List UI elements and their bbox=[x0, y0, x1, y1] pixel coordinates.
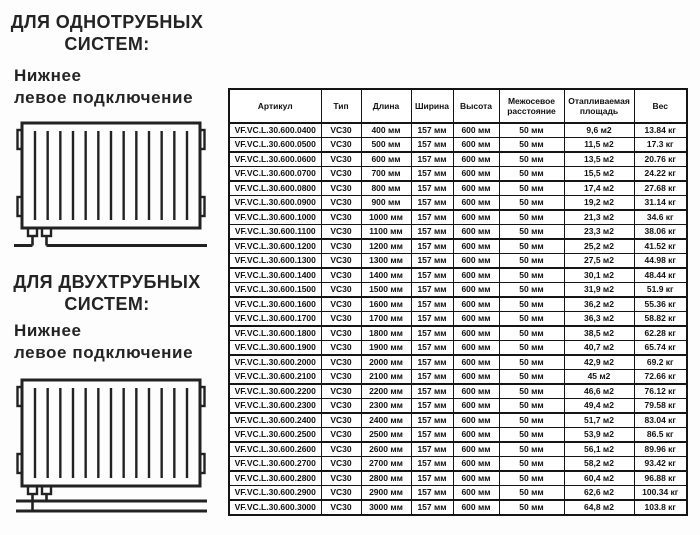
table-cell: 48.44 кг bbox=[634, 268, 687, 283]
table-cell: 38,5 м2 bbox=[564, 326, 634, 341]
table-cell: VF.VC.L.30.600.2100 bbox=[229, 370, 321, 385]
table-cell: 96.88 кг bbox=[634, 471, 687, 486]
table-cell: 31.14 кг bbox=[634, 196, 687, 211]
table-cell: 50 мм bbox=[499, 355, 564, 370]
table-cell: 50 мм bbox=[499, 384, 564, 399]
connection-line: левое подключение bbox=[14, 343, 194, 362]
table-cell: 600 мм bbox=[453, 181, 499, 196]
table-cell: 27,5 м2 bbox=[564, 254, 634, 269]
table-row bbox=[229, 428, 687, 443]
table-cell: 50 мм bbox=[499, 225, 564, 240]
table-cell: 157 мм bbox=[411, 297, 453, 312]
table-cell: 157 мм bbox=[411, 428, 453, 443]
column-header: Вес bbox=[634, 89, 687, 123]
table-cell: 3000 мм bbox=[361, 500, 411, 515]
table-cell: 600 мм bbox=[453, 326, 499, 341]
table-cell: VC30 bbox=[321, 312, 361, 327]
table-cell: 2800 мм bbox=[361, 471, 411, 486]
column-header: Отапливаемая площадь bbox=[564, 89, 634, 123]
table-cell: VC30 bbox=[321, 399, 361, 414]
table-cell: 79.58 кг bbox=[634, 399, 687, 414]
table-cell: 36,2 м2 bbox=[564, 297, 634, 312]
table-cell: 25,2 м2 bbox=[564, 239, 634, 254]
table-cell: 62.28 кг bbox=[634, 326, 687, 341]
heading-line: ДЛЯ ОДНОТРУБНЫХ bbox=[10, 12, 204, 32]
table-row bbox=[229, 312, 687, 327]
table-cell: 1100 мм bbox=[361, 225, 411, 240]
radiator-right-top-tab bbox=[200, 387, 205, 406]
connection-line: Нижнее bbox=[14, 66, 82, 85]
table-cell: 1800 мм bbox=[361, 326, 411, 341]
table-cell: VC30 bbox=[321, 384, 361, 399]
radiator-left-top-tab bbox=[18, 130, 23, 149]
table-row bbox=[229, 210, 687, 225]
table-cell: VC30 bbox=[321, 181, 361, 196]
table-row bbox=[229, 442, 687, 457]
table-row bbox=[229, 167, 687, 182]
table-cell: 600 мм bbox=[453, 341, 499, 356]
table-cell: 13.84 кг bbox=[634, 123, 687, 138]
table-cell: VC30 bbox=[321, 486, 361, 501]
table-row bbox=[229, 486, 687, 501]
table-cell: 83.04 кг bbox=[634, 413, 687, 428]
table-cell: 50 мм bbox=[499, 500, 564, 515]
table-cell: VF.VC.L.30.600.2200 bbox=[229, 384, 321, 399]
table-cell: 600 мм bbox=[453, 486, 499, 501]
table-cell: 76.12 кг bbox=[634, 384, 687, 399]
table-cell: VF.VC.L.30.600.1000 bbox=[229, 210, 321, 225]
table-row bbox=[229, 399, 687, 414]
table-cell: 50 мм bbox=[499, 152, 564, 167]
table-cell: 600 мм bbox=[453, 355, 499, 370]
radiator-right-bottom-tab bbox=[200, 454, 205, 473]
table-cell: VC30 bbox=[321, 152, 361, 167]
table-cell: 40,7 м2 bbox=[564, 341, 634, 356]
table-cell: 53,9 м2 bbox=[564, 428, 634, 443]
column-header: Артикул bbox=[229, 89, 321, 123]
table-cell: VF.VC.L.30.600.2700 bbox=[229, 457, 321, 472]
table-cell: 50 мм bbox=[499, 254, 564, 269]
table-cell: 17.3 кг bbox=[634, 138, 687, 153]
table-cell: 2600 мм bbox=[361, 442, 411, 457]
table-cell: 55.36 кг bbox=[634, 297, 687, 312]
table-cell: 2500 мм bbox=[361, 428, 411, 443]
heading-line: ДЛЯ ДВУХТРУБНЫХ bbox=[13, 272, 201, 292]
table-cell: VC30 bbox=[321, 196, 361, 211]
table-cell: 30,1 м2 bbox=[564, 268, 634, 283]
table-cell: VF.VC.L.30.600.1400 bbox=[229, 268, 321, 283]
table-row bbox=[229, 225, 687, 240]
table-cell: 600 мм bbox=[453, 413, 499, 428]
table-cell: 50 мм bbox=[499, 486, 564, 501]
table-cell: 600 мм bbox=[453, 471, 499, 486]
table-cell: 157 мм bbox=[411, 196, 453, 211]
table-cell: 20.76 кг bbox=[634, 152, 687, 167]
table-cell: VF.VC.L.30.600.0500 bbox=[229, 138, 321, 153]
table-cell: 600 мм bbox=[453, 268, 499, 283]
table-row bbox=[229, 370, 687, 385]
table-cell: 50 мм bbox=[499, 326, 564, 341]
table-cell: 51,7 м2 bbox=[564, 413, 634, 428]
table-cell: VC30 bbox=[321, 254, 361, 269]
return-stub bbox=[42, 228, 51, 236]
table-cell: VC30 bbox=[321, 428, 361, 443]
table-cell: VC30 bbox=[321, 210, 361, 225]
heading-line: СИСТЕМ: bbox=[64, 294, 150, 314]
table-cell: VF.VC.L.30.600.2000 bbox=[229, 355, 321, 370]
table-cell: 27.68 кг bbox=[634, 181, 687, 196]
table-cell: VF.VC.L.30.600.3000 bbox=[229, 500, 321, 515]
table-cell: 58.82 кг bbox=[634, 312, 687, 327]
radiator-fins bbox=[35, 131, 187, 220]
table-cell: 157 мм bbox=[411, 138, 453, 153]
table-cell: 50 мм bbox=[499, 210, 564, 225]
table-cell: VF.VC.L.30.600.1500 bbox=[229, 283, 321, 298]
table-cell: 45 м2 bbox=[564, 370, 634, 385]
table-row bbox=[229, 283, 687, 298]
table-cell: 50 мм bbox=[499, 370, 564, 385]
table-cell: 1900 мм bbox=[361, 341, 411, 356]
table-cell: 400 мм bbox=[361, 123, 411, 138]
table-row bbox=[229, 457, 687, 472]
table-cell: 500 мм bbox=[361, 138, 411, 153]
table-row bbox=[229, 239, 687, 254]
table-cell: VF.VC.L.30.600.2300 bbox=[229, 399, 321, 414]
table-cell: 34.6 кг bbox=[634, 210, 687, 225]
table-cell: 103.8 кг bbox=[634, 500, 687, 515]
table-cell: VC30 bbox=[321, 167, 361, 182]
supply-stub bbox=[28, 228, 37, 236]
table-cell: 600 мм bbox=[453, 239, 499, 254]
table-cell: 36,3 м2 bbox=[564, 312, 634, 327]
table-cell: 2100 мм bbox=[361, 370, 411, 385]
table-cell: 157 мм bbox=[411, 181, 453, 196]
table-cell: 1500 мм bbox=[361, 283, 411, 298]
table-cell: 50 мм bbox=[499, 268, 564, 283]
table-cell: 157 мм bbox=[411, 471, 453, 486]
table-cell: 1600 мм bbox=[361, 297, 411, 312]
table-cell: 60,4 м2 bbox=[564, 471, 634, 486]
table-cell: 700 мм bbox=[361, 167, 411, 182]
table-row bbox=[229, 123, 687, 138]
table-row bbox=[229, 355, 687, 370]
table-cell: VC30 bbox=[321, 457, 361, 472]
table-cell: VF.VC.L.30.600.1100 bbox=[229, 225, 321, 240]
table-row bbox=[229, 297, 687, 312]
table-row bbox=[229, 471, 687, 486]
table-cell: 58,2 м2 bbox=[564, 457, 634, 472]
table-cell: 600 мм bbox=[453, 312, 499, 327]
table-cell: 600 мм bbox=[453, 123, 499, 138]
table-row bbox=[229, 181, 687, 196]
column-header: Высота bbox=[453, 89, 499, 123]
table-cell: 2000 мм bbox=[361, 355, 411, 370]
table-cell: 38.06 кг bbox=[634, 225, 687, 240]
table-row bbox=[229, 341, 687, 356]
table-cell: 13,5 м2 bbox=[564, 152, 634, 167]
table-cell: 157 мм bbox=[411, 326, 453, 341]
table-cell: 72.66 кг bbox=[634, 370, 687, 385]
radiator-diagram-single-pipe-icon bbox=[8, 118, 210, 254]
table-cell: 17,4 м2 bbox=[564, 181, 634, 196]
table-cell: 65.74 кг bbox=[634, 341, 687, 356]
table-row bbox=[229, 500, 687, 515]
table-cell: 2200 мм bbox=[361, 384, 411, 399]
table-cell: 69.2 кг bbox=[634, 355, 687, 370]
table-cell: 2400 мм bbox=[361, 413, 411, 428]
column-header: Тип bbox=[321, 89, 361, 123]
table-cell: 50 мм bbox=[499, 471, 564, 486]
connection-label-two-pipe bbox=[14, 320, 193, 364]
table-cell: 23,3 м2 bbox=[564, 225, 634, 240]
table-cell: VC30 bbox=[321, 413, 361, 428]
table-cell: VF.VC.L.30.600.2400 bbox=[229, 413, 321, 428]
table-cell: 24.22 кг bbox=[634, 167, 687, 182]
table-cell: 62,6 м2 bbox=[564, 486, 634, 501]
radiator-diagram-two-pipe-icon bbox=[8, 374, 210, 518]
table-row bbox=[229, 326, 687, 341]
table-cell: 600 мм bbox=[361, 152, 411, 167]
table-cell: 600 мм bbox=[453, 442, 499, 457]
table-cell: 600 мм bbox=[453, 399, 499, 414]
table-cell: 157 мм bbox=[411, 486, 453, 501]
table-cell: 600 мм bbox=[453, 457, 499, 472]
table-cell: VF.VC.L.30.600.2600 bbox=[229, 442, 321, 457]
table-cell: 50 мм bbox=[499, 239, 564, 254]
table-cell: VC30 bbox=[321, 341, 361, 356]
table-cell: 51.9 кг bbox=[634, 283, 687, 298]
table-cell: 157 мм bbox=[411, 283, 453, 298]
table-cell: VF.VC.L.30.600.1600 bbox=[229, 297, 321, 312]
table-cell: VC30 bbox=[321, 370, 361, 385]
table-cell: 157 мм bbox=[411, 355, 453, 370]
table-row bbox=[229, 196, 687, 211]
table-cell: 600 мм bbox=[453, 225, 499, 240]
table-cell: 86.5 кг bbox=[634, 428, 687, 443]
table-cell: 157 мм bbox=[411, 239, 453, 254]
table-cell: VC30 bbox=[321, 225, 361, 240]
table-cell: 1200 мм bbox=[361, 239, 411, 254]
table-cell: 600 мм bbox=[453, 138, 499, 153]
table-cell: 2700 мм bbox=[361, 457, 411, 472]
connection-line: Нижнее bbox=[14, 321, 82, 340]
table-cell: 44.98 кг bbox=[634, 254, 687, 269]
table-cell: 50 мм bbox=[499, 196, 564, 211]
table-row bbox=[229, 254, 687, 269]
table-cell: VF.VC.L.30.600.2900 bbox=[229, 486, 321, 501]
table-cell: VF.VC.L.30.600.1900 bbox=[229, 341, 321, 356]
table-cell: 600 мм bbox=[453, 254, 499, 269]
table-cell: 41.52 кг bbox=[634, 239, 687, 254]
table-cell: 157 мм bbox=[411, 312, 453, 327]
table-cell: 157 мм bbox=[411, 341, 453, 356]
table-cell: 31,9 м2 bbox=[564, 283, 634, 298]
table-cell: 50 мм bbox=[499, 399, 564, 414]
table-cell: 9,6 м2 bbox=[564, 123, 634, 138]
table-row bbox=[229, 384, 687, 399]
table-cell: 157 мм bbox=[411, 152, 453, 167]
radiator-left-bottom-tab bbox=[18, 197, 23, 216]
table-cell: 157 мм bbox=[411, 384, 453, 399]
column-header: Длина bbox=[361, 89, 411, 123]
table-body bbox=[229, 123, 687, 515]
table-cell: 157 мм bbox=[411, 500, 453, 515]
table-cell: VF.VC.L.30.600.0600 bbox=[229, 152, 321, 167]
table-cell: 157 мм bbox=[411, 413, 453, 428]
table-cell: VC30 bbox=[321, 355, 361, 370]
table-cell: 50 мм bbox=[499, 297, 564, 312]
table-cell: 100.34 кг bbox=[634, 486, 687, 501]
table-row bbox=[229, 138, 687, 153]
table-cell: VC30 bbox=[321, 283, 361, 298]
connection-line: левое подключение bbox=[14, 88, 194, 107]
table-cell: 42,9 м2 bbox=[564, 355, 634, 370]
table-cell: VF.VC.L.30.600.0900 bbox=[229, 196, 321, 211]
table-cell: 50 мм bbox=[499, 341, 564, 356]
table-cell: 600 мм bbox=[453, 196, 499, 211]
radiator-left-top-tab bbox=[18, 387, 23, 406]
table-cell: 157 мм bbox=[411, 399, 453, 414]
table-cell: 50 мм bbox=[499, 428, 564, 443]
table-cell: 50 мм bbox=[499, 123, 564, 138]
table-cell: 800 мм bbox=[361, 181, 411, 196]
table-cell: 157 мм bbox=[411, 254, 453, 269]
table-cell: 600 мм bbox=[453, 428, 499, 443]
table-cell: 1000 мм bbox=[361, 210, 411, 225]
table-cell: 2300 мм bbox=[361, 399, 411, 414]
table-cell: 56,1 м2 bbox=[564, 442, 634, 457]
table-cell: 50 мм bbox=[499, 442, 564, 457]
table-cell: 64,8 м2 bbox=[564, 500, 634, 515]
table-cell: VC30 bbox=[321, 138, 361, 153]
table-cell: 46,6 м2 bbox=[564, 384, 634, 399]
table-cell: 600 мм bbox=[453, 500, 499, 515]
table-cell: VC30 bbox=[321, 297, 361, 312]
table-cell: VF.VC.L.30.600.1200 bbox=[229, 239, 321, 254]
table-cell: 157 мм bbox=[411, 123, 453, 138]
table-cell: 21,3 м2 bbox=[564, 210, 634, 225]
table-cell: VF.VC.L.30.600.1800 bbox=[229, 326, 321, 341]
table-cell: VC30 bbox=[321, 123, 361, 138]
table-cell: VF.VC.L.30.600.0800 bbox=[229, 181, 321, 196]
table-cell: VC30 bbox=[321, 442, 361, 457]
table-cell: 50 мм bbox=[499, 312, 564, 327]
radiator-left-bottom-tab bbox=[18, 454, 23, 473]
table-cell: 157 мм bbox=[411, 225, 453, 240]
radiator-fins bbox=[35, 388, 187, 478]
table-cell: 157 мм bbox=[411, 167, 453, 182]
table-cell: VF.VC.L.30.600.1700 bbox=[229, 312, 321, 327]
table-cell: 50 мм bbox=[499, 457, 564, 472]
heading-two-pipe-systems bbox=[0, 271, 214, 315]
table-cell: VF.VC.L.30.600.2500 bbox=[229, 428, 321, 443]
heading-single-pipe-systems bbox=[0, 11, 214, 55]
table-cell: 157 мм bbox=[411, 268, 453, 283]
table-cell: 600 мм bbox=[453, 283, 499, 298]
table-cell: 157 мм bbox=[411, 370, 453, 385]
table-cell: 50 мм bbox=[499, 413, 564, 428]
table-cell: VC30 bbox=[321, 471, 361, 486]
table-cell: 50 мм bbox=[499, 167, 564, 182]
table-cell: 11,5 м2 bbox=[564, 138, 634, 153]
table-cell: VF.VC.L.30.600.2800 bbox=[229, 471, 321, 486]
spec-table bbox=[228, 88, 688, 516]
table-cell: VC30 bbox=[321, 500, 361, 515]
table-cell: 600 мм bbox=[453, 210, 499, 225]
table-cell: 93.42 кг bbox=[634, 457, 687, 472]
table-cell: 19,2 м2 bbox=[564, 196, 634, 211]
table-cell: 15,5 м2 bbox=[564, 167, 634, 182]
column-header: Межосевое расстояние bbox=[499, 89, 564, 123]
table-cell: 600 мм bbox=[453, 167, 499, 182]
table-cell: VC30 bbox=[321, 239, 361, 254]
table-cell: 600 мм bbox=[453, 370, 499, 385]
table-cell: 157 мм bbox=[411, 210, 453, 225]
table-cell: VC30 bbox=[321, 326, 361, 341]
table-row bbox=[229, 152, 687, 167]
table-cell: 900 мм bbox=[361, 196, 411, 211]
table-cell: 157 мм bbox=[411, 457, 453, 472]
table-row bbox=[229, 413, 687, 428]
table-cell: 157 мм bbox=[411, 442, 453, 457]
table-cell: 49,4 м2 bbox=[564, 399, 634, 414]
table-cell: 50 мм bbox=[499, 283, 564, 298]
radiator-right-top-tab bbox=[200, 130, 205, 149]
table-cell: 600 мм bbox=[453, 384, 499, 399]
table-cell: 50 мм bbox=[499, 181, 564, 196]
table-cell: 1400 мм bbox=[361, 268, 411, 283]
table-cell: 1300 мм bbox=[361, 254, 411, 269]
table-row bbox=[229, 268, 687, 283]
table-cell: VF.VC.L.30.600.0400 bbox=[229, 123, 321, 138]
heading-line: СИСТЕМ: bbox=[64, 34, 150, 54]
table-header-row bbox=[229, 89, 687, 123]
table-cell: 50 мм bbox=[499, 138, 564, 153]
table-cell: VC30 bbox=[321, 268, 361, 283]
table-cell: 600 мм bbox=[453, 152, 499, 167]
table-cell: 89.96 кг bbox=[634, 442, 687, 457]
table-cell: 1700 мм bbox=[361, 312, 411, 327]
connection-label-single-pipe bbox=[14, 65, 193, 109]
table-cell: 2900 мм bbox=[361, 486, 411, 501]
table-cell: 600 мм bbox=[453, 297, 499, 312]
table-cell: VF.VC.L.30.600.0700 bbox=[229, 167, 321, 182]
radiator-right-bottom-tab bbox=[200, 197, 205, 216]
column-header: Ширина bbox=[411, 89, 453, 123]
table-cell: VF.VC.L.30.600.1300 bbox=[229, 254, 321, 269]
